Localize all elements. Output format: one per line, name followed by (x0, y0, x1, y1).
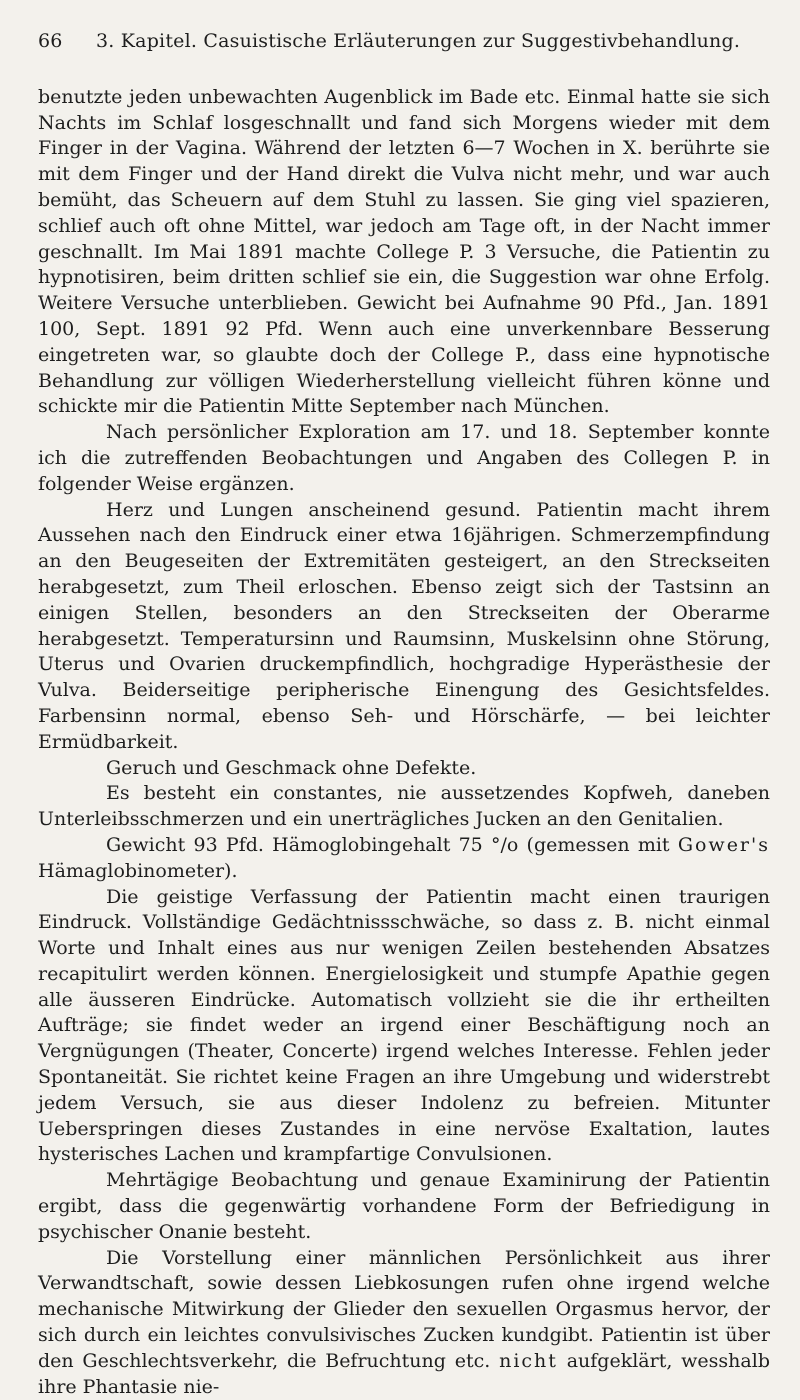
page-number: 66 (38, 30, 63, 52)
paragraph-headache: Es besteht ein constantes, nie aussetzendes Kopfweh, daneben Unterleibsschmerzen und ein unerträgliches Jucken an den Genitalien. (38, 782, 770, 831)
paragraph-imagination (38, 1246, 770, 1400)
spaced-word-nicht: nicht (499, 1349, 558, 1372)
paragraph-mental-state: Die geistige Verfassung der Patientin macht einen traurigen Eindruck. Vollständige Gedächtnissschwäche, so dass z. B. nicht einmal Worte und Inhalt eines aus nur wenigen Zeilen bestehenden Absatzes recapitulirt werden können. Energielosigkeit und stumpfe Apathie gegen alle äusseren Eindrücke. Automatisch vollzieht sie die ihr ertheilten Aufträge; sie findet weder an irgend einer Beschäftigung noch an Vergnügungen (Theater, Concerte) irgend welches Interesse. Fehlen jeder Spontaneität. Sie richtet keine Fragen an ihre Umgebung und widerstrebt jedem Versuch, sie aus dieser Indolenz zu befreien. Mitunter Ueberspringen dieses Zustandes in eine nervöse Exaltation, lautes hysterisches Lachen und krampfartige Convulsionen. (38, 885, 770, 1166)
paragraph-physical-findings: Herz und Lungen anscheinend gesund. Patientin macht ihrem Aussehen nach den Eindruck einer etwa 16jährigen. Schmerzempfindung an den Beugeseiten der Extremitäten gesteigert, an den Streckseiten herabgesetzt, zum Theil erloschen. Ebenso zeigt sich der Tastsinn an einigen Stellen, besonders an den Streckseiten der Oberarme herabgesetzt. Temperatursinn und Raumsinn, Muskelsinn ohne Störung, Uterus und Ovarien druckempfindlich, hochgradige Hyperästhesie der Vulva. Beiderseitige peripherische Einengung des Gesichtsfeldes. Farbensinn normal, ebenso Seh- und Hörschärfe, — bei leichter Ermüdbarkeit. (38, 498, 770, 753)
weight-text-start: Gewicht 93 Pfd. Hämoglobingehalt 75 °/o (gemessen mit (106, 833, 678, 856)
imagination-text-start: Die Vorstellung einer männlichen Persönlichkeit aus ihrer Verwandtschaft, sowie dessen Liebkosungen rufen ohne irgend welche mechanische Mitwirkung der Glieder den sexuellen Orgasmus hervor, der sich durch ein leichtes convulsivisches Zucken kundgibt. Patientin ist über den Geschlechtsverkehr, die Befruchtung etc. (38, 1246, 770, 1372)
running-head (38, 30, 770, 53)
paragraph-weight (38, 833, 770, 885)
running-title: 3. Kapitel. Casuistische Erläuterungen zur Suggestivbehandlung. (96, 30, 741, 52)
weight-text-end: Hämaglobinometer). (38, 859, 238, 882)
paragraph-smell-taste: Geruch und Geschmack ohne Defekte. (106, 756, 477, 779)
paragraph-continuation: benutzte jeden unbewachten Augenblick im Bade etc. Einmal hatte sie sich Nachts im Schlaf losgeschnallt und fand sich Morgens wieder mit dem Finger in der Vagina. Während der letzten 6—7 Wochen in X. berührte sie mit dem Finger und der Hand direkt die Vulva nicht mehr, und war auch bemüht, das Scheuern auf dem Stuhl zu lassen. Sie ging viel spazieren, schlief auch oft ohne Mittel, war jedoch am Tage oft, in der Nacht immer geschnallt. Im Mai 1891 machte College P. 3 Versuche, die Patientin zu hypnotisiren, beim dritten schlief sie ein, die Suggestion war ohne Erfolg. Weitere Versuche unterblieben. Gewicht bei Aufnahme 90 Pfd., Jan. 1891 100, Sept. 1891 92 Pfd. Wenn auch eine unverkennbare Besserung eingetreten war, so glaubte doch der College P., dass eine hypnotische Behandlung zur völligen Wiederherstellung vielleicht führen könne und schickte mir die Patientin Mitte September nach München. (38, 85, 770, 418)
paragraph-observation: Mehrtägige Beobachtung und genaue Examinirung der Patientin ergibt, dass die gegenwärtig vorhandene Form der Befriedigung in psychischer Onanie besteht. (38, 1169, 770, 1243)
imagination-text-end: aufgeklärt, wesshalb ihre Phantasie nie- (38, 1349, 770, 1398)
body-text (38, 85, 770, 1400)
paragraph-exploration: Nach persönlicher Exploration am 17. und 18. September konnte ich die zutreffenden Beobachtungen und Angaben des Collegen P. in folgender Weise ergänzen. (38, 421, 770, 495)
spaced-name-gower: Gower's (677, 833, 770, 856)
